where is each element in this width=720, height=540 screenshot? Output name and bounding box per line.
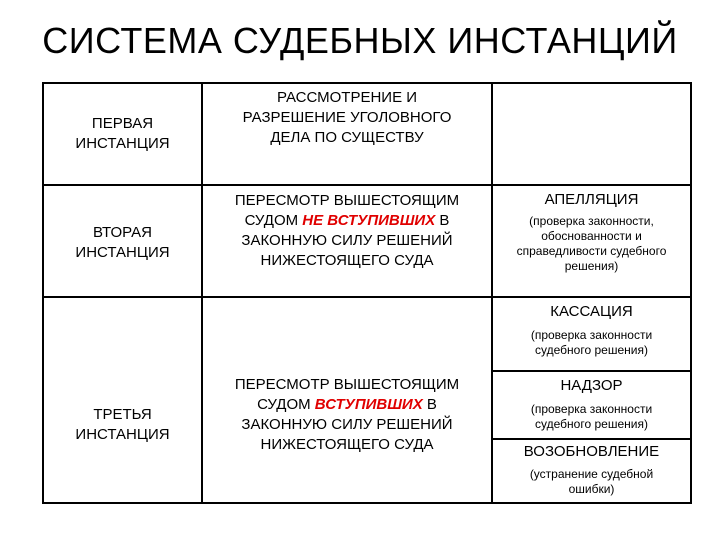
supervision-cell [493,372,690,438]
level-line: ИНСТАНЦИЯ [75,244,170,261]
desc-line: НИЖЕСТОЯЩЕГО СУДА [260,252,434,269]
cassation-cell [493,298,690,370]
desc-line: ЗАКОННУЮ СИЛУ РЕШЕНИЙ [241,416,453,433]
desc-line: РАССМОТРЕНИЕ И [276,89,418,106]
appeal-note-line: справедливости судебного [516,244,667,258]
level-line: ИНСТАНЦИЯ [75,135,170,152]
desc-line: РАЗРЕШЕНИЕ УГОЛОВНОГО [242,109,452,126]
third-instance-description [203,298,491,502]
level-line: ПЕРВАЯ [91,115,154,132]
supervision-note-line: (проверка законности [530,402,653,416]
level-line: ИНСТАНЦИЯ [75,426,170,443]
reopening-cell [493,440,690,502]
first-instance-empty-cell [493,84,690,184]
level-line: ВТОРАЯ [93,224,152,241]
appeal-note-line: обоснованности и [541,229,642,243]
page-title: СИСТЕМА СУДЕБНЫХ ИНСТАНЦИЙ [42,20,678,61]
level-line: ТРЕТЬЯ [93,406,152,423]
appeal-cell [493,186,690,296]
desc-line: ПЕРЕСМОТР ВЫШЕСТОЯЩИМ [234,192,460,209]
highlight-text: НЕ ВСТУПИВШИХ [302,212,436,229]
second-instance-description [203,186,491,276]
desc-line: НИЖЕСТОЯЩЕГО СУДА [260,436,434,453]
third-instance-label [44,298,201,502]
supervision-note-line: судебного решения) [535,417,648,431]
cassation-note-line: (проверка законности [530,328,653,342]
reopening-heading: ВОЗОБНОВЛЕНИЕ [523,443,660,460]
appeal-note-line: (проверка законности, [529,214,654,228]
desc-line [245,211,450,231]
cassation-heading: КАССАЦИЯ [550,303,633,320]
desc-text: СУДОМ [257,396,315,413]
desc-text: В [435,212,450,229]
reopening-note-line: ошибки) [568,482,615,496]
desc-text: В [422,396,437,413]
first-instance-label [44,84,201,184]
cassation-note-line: судебного решения) [535,343,648,357]
supervision-heading: НАДЗОР [560,377,623,394]
first-instance-description [203,84,491,152]
desc-line: ЗАКОННУЮ СИЛУ РЕШЕНИЙ [241,232,453,249]
desc-line [257,395,437,415]
desc-line: ДЕЛА ПО СУЩЕСТВУ [270,129,424,146]
appeal-heading: АПЕЛЛЯЦИЯ [544,191,639,208]
reopening-note-line: (устранение судебной [529,467,654,481]
desc-line: ПЕРЕСМОТР ВЫШЕСТОЯЩИМ [234,376,460,393]
second-instance-label [44,186,201,296]
desc-text: СУДОМ [244,212,303,229]
appeal-note-line: решения) [564,259,619,273]
highlight-text: ВСТУПИВШИХ [314,396,423,413]
